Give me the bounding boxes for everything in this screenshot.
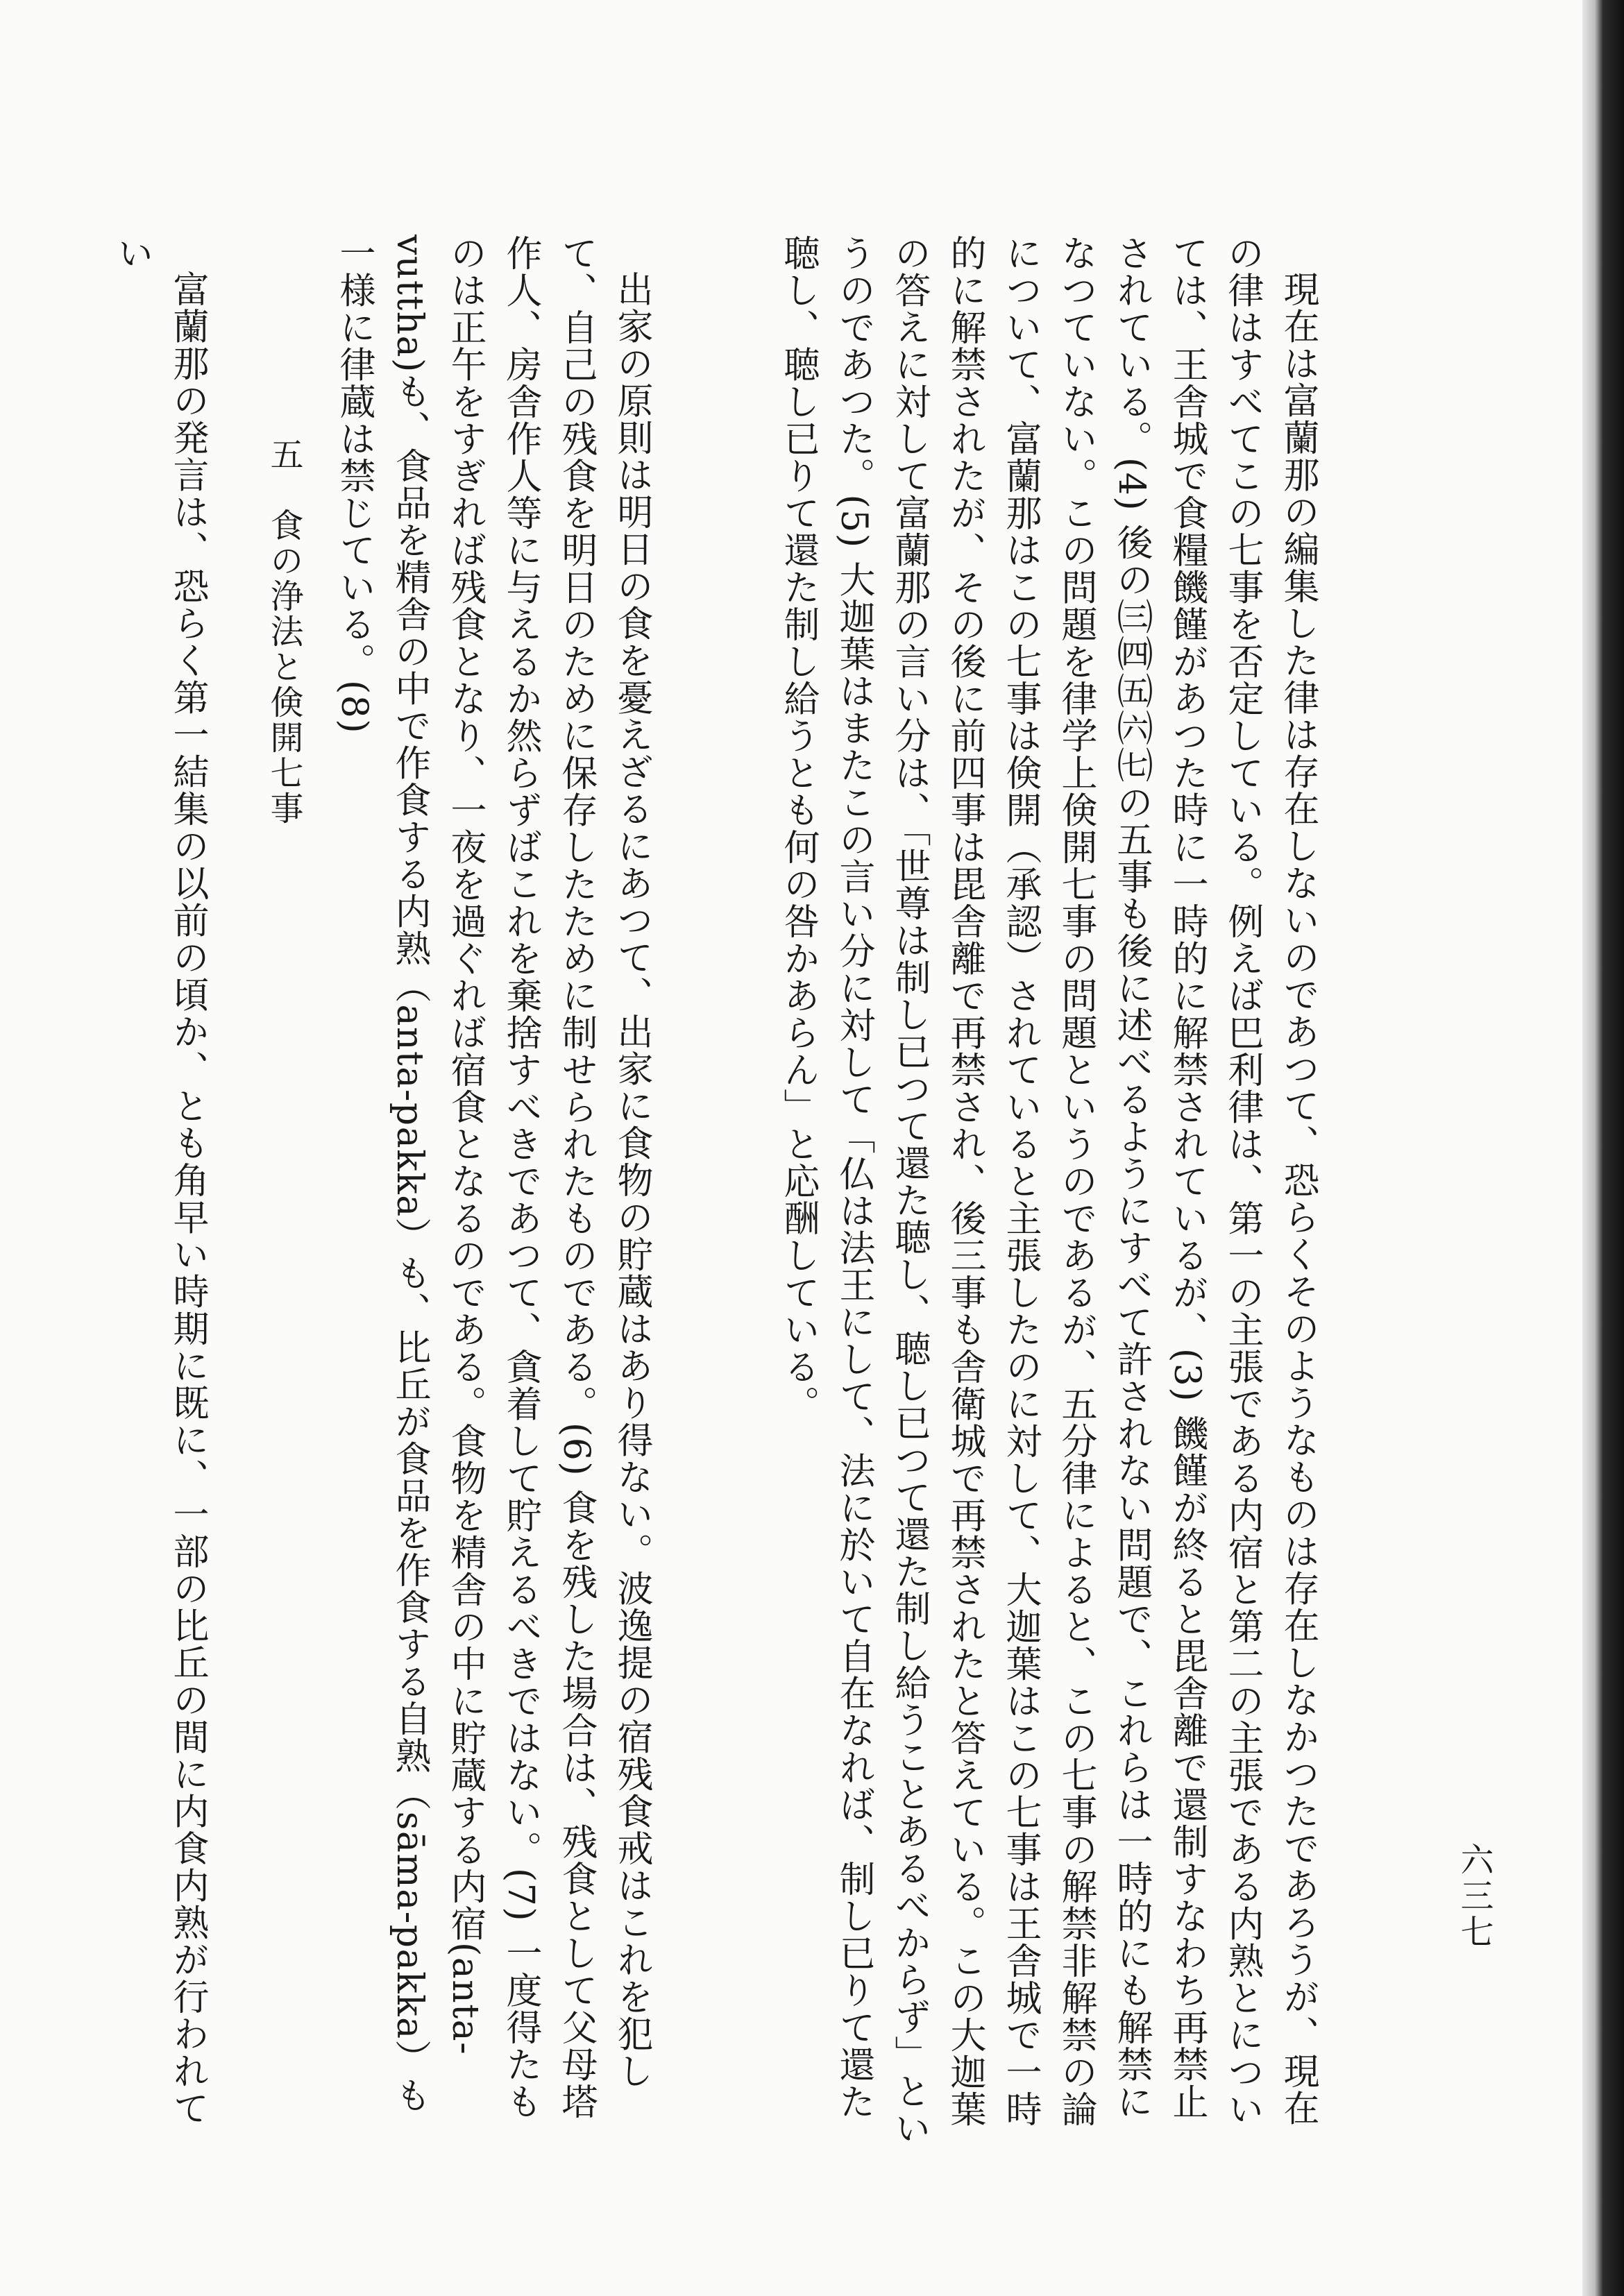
page-number: 六三七 (1455, 1842, 1494, 1950)
paragraph-2: 出家の原則は明日の食を憂えざるにあつて、出家に食物の貯蔵はあり得ない。波逸提の宿残食戒はこれを犯して、自己の残食を明日のために保存したために制せられたものである。(6) 食を残した場合は、残食として父母塔作人、房舎作人等に与えるか然らずばこれを棄捨すべきであつて、貪着して貯えるべきではない。(7) 一度得たものは正午をすぎれば残食となり、一夜を過ぐれば宿食となるのである。食物を精舎の中に貯蔵する内宿(anta-vuttha)も、食品を精舎の中で作食する内熟（anta-pakka）も、比丘が食品を作食する自熟（sāma-pakka）も一様に律蔵は禁じている。(8) (333, 235, 652, 2120)
running-head: 五 食の浄法と倹開七事 (264, 437, 303, 826)
paragraph-3: 富蘭那の発言は、恐らく第一結集の以前の頃か、とも角早い時期に既に、一部の比丘の間に内食内熟が行われてい (111, 235, 208, 2127)
binding-edge-shadow (1582, 0, 1624, 2296)
paragraph-1: 現在は富蘭那の編集した律は存在しないのであつて、恐らくそのようなものは存在しなかつたであろうが、現在の律はすべてこの七事を否定している。例えば巴利律は、第一の主張である内宿と第二の主張である内熟とについては、王舎城で食糧饑饉があつた時に一時的に解禁されているが、(3) 饑饉が終ると毘舎離で還制すなわち再禁止されている。(4) 後の㈢㈣㈤㈥㈦の五事も後に述べるようにすべて許されない問題で、これらは一時的にも解禁になつていない。この問題を律学上倹開七事の問題というのであるが、五分律によると、この七事の解禁非解禁の論について、富蘭那はこの七事は倹開（承認）されていると主張したのに対して、大迦葉はこの七事は王舎城で一時的に解禁されたが、その後に前四事は毘舎離で再禁され、後三事も舎衛城で再禁されたと答えている。この大迦葉の答えに対して富蘭那の言い分は、「世尊は制し已つて還た聴し、聴し已つて還た制し給うことあるべからず」というのであつた。(5) 大迦葉はまたこの言い分に対して「仏は法王にして、法に於いて自在なれば、制し已りて還た聴し、聴し已りて還た制し給うとも何の咎かあらん」と応酬している。 (777, 235, 1319, 2147)
body-text (111, 235, 1437, 2150)
